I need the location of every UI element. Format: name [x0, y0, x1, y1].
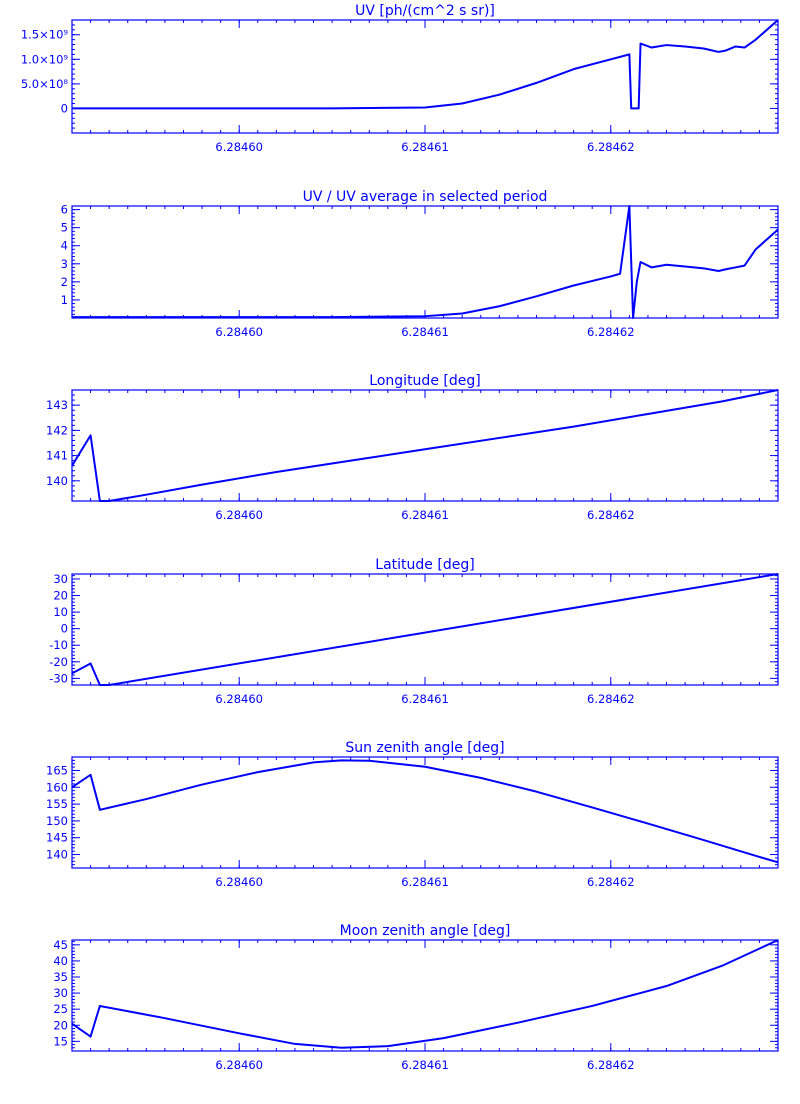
y-tick-label: 145 [46, 830, 68, 845]
y-tick-label: 142 [46, 423, 68, 438]
chart-panel-2 [46, 373, 778, 522]
x-tick-label: 6.28462 [587, 325, 635, 339]
y-tick-label: 4 [60, 238, 68, 253]
chart-panel-3 [49, 557, 778, 706]
y-tick-label: 0 [60, 621, 68, 636]
x-tick-label: 6.28460 [215, 875, 263, 889]
x-tick-label: 6.28462 [587, 1058, 635, 1072]
series-line-0 [72, 760, 778, 862]
x-tick-label: 6.28462 [587, 140, 635, 154]
y-tick-label: 1.0×10⁹ [20, 52, 68, 67]
y-tick-label: 15 [53, 1034, 68, 1049]
plot-frame [72, 206, 778, 318]
y-tick-label: 0 [60, 101, 68, 116]
series-line-0 [72, 940, 778, 1048]
x-tick-label: 6.28460 [215, 692, 263, 706]
plot-frame [72, 20, 778, 133]
series-line-0 [72, 206, 778, 318]
series-line-0 [72, 574, 778, 685]
chart-title: Latitude [deg] [375, 557, 475, 573]
chart-title: Moon zenith angle [deg] [339, 923, 511, 939]
chart-panel-0 [21, 3, 778, 154]
plot-frame [72, 940, 778, 1051]
y-tick-label: 165 [46, 763, 68, 778]
y-tick-label: 20 [53, 588, 68, 603]
y-tick-label: -10 [49, 638, 68, 653]
y-tick-label: 143 [46, 398, 68, 413]
chart-panel-1 [61, 189, 778, 339]
y-tick-label: 1.5×10⁹ [20, 27, 68, 42]
y-tick-label: 20 [53, 1018, 68, 1033]
y-tick-label: 2 [60, 274, 68, 289]
y-tick-label: 160 [46, 780, 68, 795]
chart-panel-5 [53, 923, 778, 1072]
x-tick-label: 6.28462 [587, 692, 635, 706]
chart-title: Longitude [deg] [369, 373, 481, 389]
y-tick-label: 155 [46, 797, 68, 812]
chart-panel-4 [46, 740, 778, 889]
series-line-0 [72, 20, 778, 108]
y-tick-label: 35 [53, 970, 68, 984]
y-tick-label: 5.0×10⁸ [20, 76, 68, 91]
y-tick-label: 1 [60, 292, 68, 307]
y-tick-label: 30 [53, 571, 68, 586]
y-tick-label: 3 [60, 256, 68, 271]
y-tick-label: 5 [60, 220, 68, 235]
x-tick-label: 6.28462 [587, 875, 635, 889]
plot-frame [72, 757, 778, 868]
y-tick-label: -20 [49, 654, 68, 669]
y-tick-label: 140 [46, 473, 68, 488]
chart-title: UV / UV average in selected period [302, 189, 548, 205]
y-tick-label: 45 [53, 937, 68, 952]
y-tick-label: 10 [53, 605, 68, 620]
plot-frame [72, 390, 778, 501]
x-tick-label: 6.28461 [401, 692, 449, 706]
x-tick-label: 6.28461 [401, 875, 449, 889]
y-tick-label: -30 [49, 671, 68, 686]
chart-title: Sun zenith angle [deg] [345, 740, 505, 756]
series-line-0 [72, 390, 778, 501]
x-tick-label: 6.28461 [401, 140, 449, 154]
y-tick-label: 30 [53, 986, 68, 1001]
chart-title: UV [ph/(cm^2 s sr)] [355, 3, 495, 19]
y-tick-label: 150 [46, 813, 68, 828]
y-tick-label: 25 [53, 1002, 68, 1017]
x-tick-label: 6.28460 [215, 508, 263, 522]
y-tick-label: 141 [46, 448, 68, 463]
y-tick-label: 40 [53, 953, 68, 968]
x-tick-label: 6.28461 [401, 325, 449, 339]
y-tick-label: 6 [60, 202, 68, 217]
x-tick-label: 6.28461 [401, 1058, 449, 1072]
x-tick-label: 6.28461 [401, 508, 449, 522]
x-tick-label: 6.28460 [215, 325, 263, 339]
x-tick-label: 6.28460 [215, 140, 263, 154]
x-tick-label: 6.28462 [587, 508, 635, 522]
y-tick-label: 140 [46, 847, 68, 862]
x-tick-label: 6.28460 [215, 1058, 263, 1072]
